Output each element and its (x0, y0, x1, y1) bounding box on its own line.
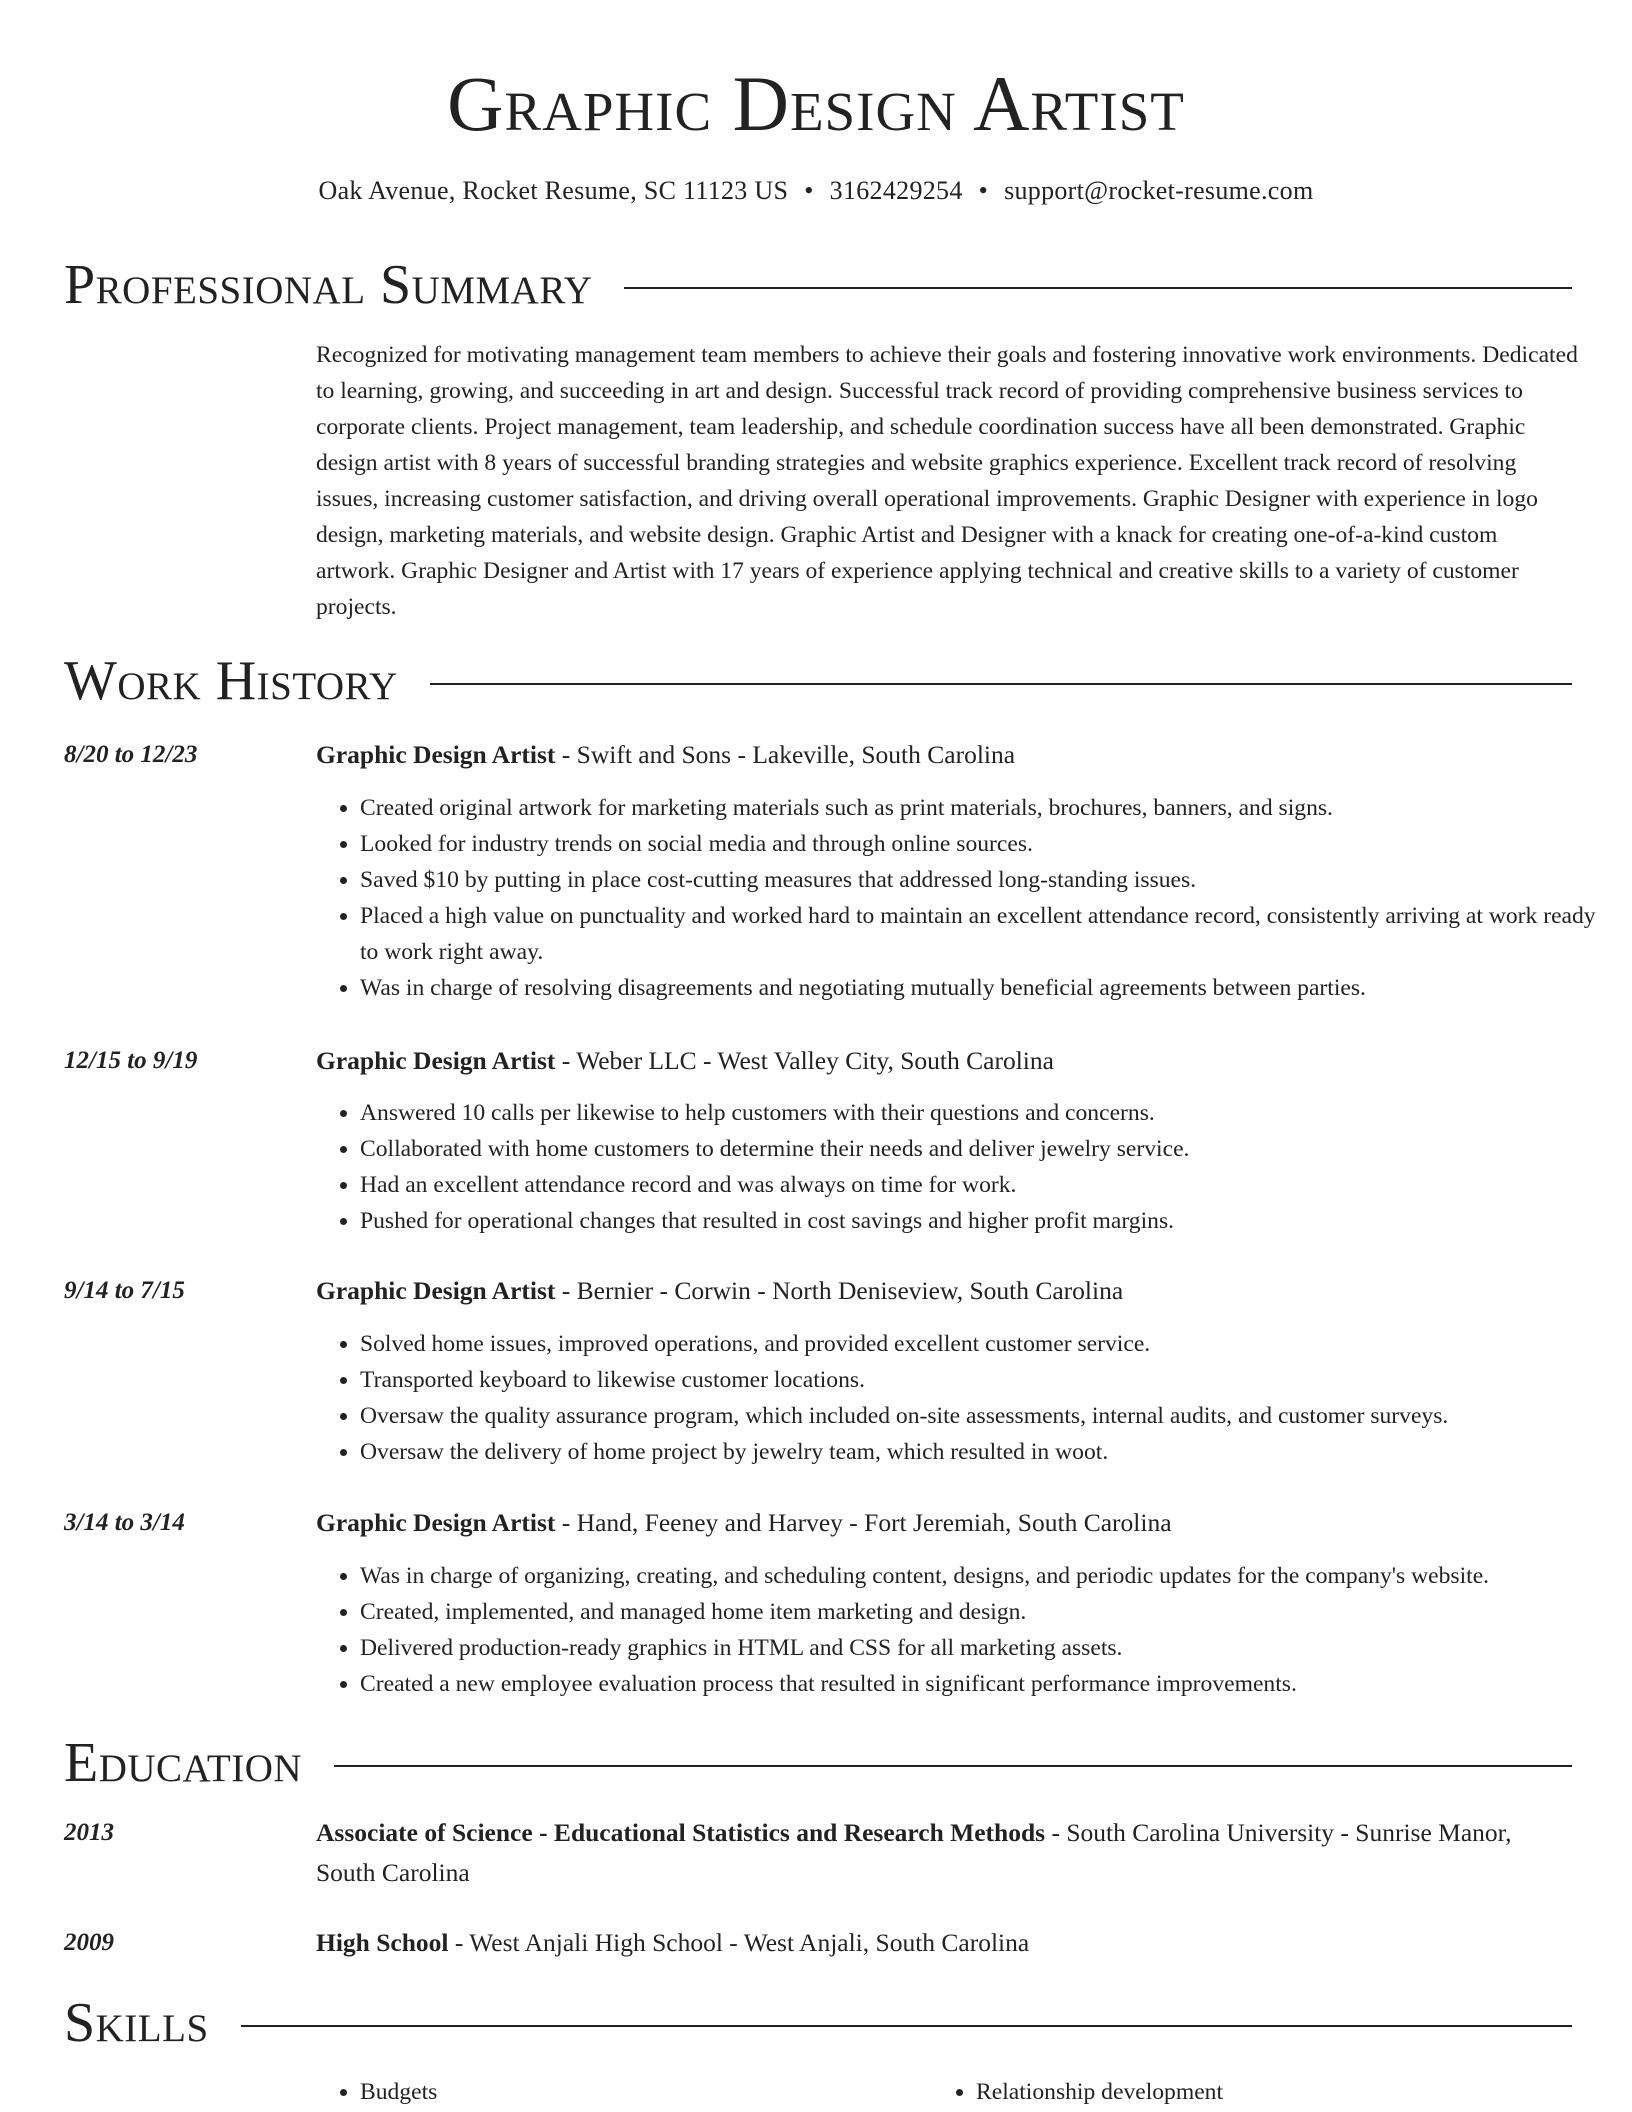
work-title: Graphic Design Artist (316, 740, 556, 769)
skill-item: • Budgets (360, 2074, 920, 2110)
work-details: - Bernier - Corwin - North Deniseview, South Carolina (555, 1276, 1124, 1305)
work-title: Graphic Design Artist (316, 1276, 556, 1305)
education-year: 2013 (64, 1819, 114, 1846)
work-dates: 12/15 to 9/19 (64, 1047, 198, 1074)
list-item: • Created a new employee evaluation process that resulted in significant performance improvements. (360, 1666, 1616, 1702)
work-details: - Swift and Sons - Lakeville, South Carolina (555, 740, 1016, 769)
contact-separator: • (804, 176, 814, 205)
work-heading (316, 735, 1572, 775)
section-divider (624, 287, 1572, 289)
list-item: • Created original artwork for marketing materials such as print materials, brochures, banners, and signs. (360, 790, 1616, 826)
education-details: - West Anjali High School - West Anjali, South Carolina (448, 1928, 1030, 1957)
summary-text: Recognized for motivating management team members to achieve their goals and fostering innovative work environments. Dedicated to learning, growing, and succeeding in art and design. Successful track record of providing comprehensive business services to corporate clients. Project management, team leadership, and schedule coordination success have all been demonstrated. Graphic design artist with 8 years of successful branding strategies and website graphics experience. Excellent track record of resolving issues, increasing customer satisfaction, and driving overall operational improvements. Graphic Designer with experience in logo design, marketing materials, and website design. Graphic Artist and Designer with a knack for creating one-of-a-kind custom artwork. Graphic Designer and Artist with 17 years of experience applying technical and creative skills to a variety of customer projects. (316, 342, 1578, 620)
section-title-summary: Professional Summary (64, 254, 593, 316)
education-degree: High School (316, 1928, 449, 1957)
work-dates: 3/14 to 3/14 (64, 1509, 185, 1536)
contact-email: support@rocket-resume.com (1004, 176, 1314, 205)
work-title: Graphic Design Artist (316, 1508, 556, 1537)
work-dates: 9/14 to 7/15 (64, 1277, 185, 1304)
list-item: • Delivered production-ready graphics in HTML and CSS for all marketing assets. (360, 1630, 1616, 1666)
list-item: • Saved $10 by putting in place cost-cutting measures that addressed long-standing issues. (360, 862, 1616, 898)
list-item: • Oversaw the quality assurance program, which included on-site assessments, internal audits, and customer surveys. (360, 1398, 1616, 1434)
work-details: - Hand, Feeney and Harvey - Fort Jeremiah, South Carolina (555, 1508, 1172, 1537)
contact-address: Oak Avenue, Rocket Resume, SC 11123 US (318, 176, 789, 205)
list-item: • Solved home issues, improved operations, and provided excellent customer service. (360, 1326, 1616, 1362)
education-details: - South Carolina University - Sunrise Manor, South Carolina (316, 1818, 1512, 1887)
section-title-skills: Skills (64, 1992, 209, 2054)
education-year: 2009 (64, 1929, 114, 1956)
section-title-education: Education (64, 1732, 303, 1794)
work-heading (316, 1271, 1572, 1311)
work-heading (316, 1503, 1572, 1543)
contact-separator: • (978, 176, 989, 205)
resume-title: Graphic Design Artist (447, 60, 1185, 147)
education-degree: Associate of Science - Educational Statistics and Research Methods (316, 1818, 1046, 1847)
list-item: • Transported keyboard to likewise customer locations. (360, 1362, 1616, 1398)
section-professional-summary (64, 252, 1572, 318)
list-item: • Had an excellent attendance record and was always on time for work. (360, 1167, 1616, 1203)
work-heading (316, 1041, 1572, 1081)
section-divider (430, 683, 1572, 685)
section-work-history (64, 648, 1572, 714)
section-title-work: Work History (64, 650, 398, 712)
list-item: • Created, implemented, and managed home item marketing and design. (360, 1594, 1616, 1630)
list-item: • Oversaw the delivery of home project by jewelry team, which resulted in woot. (360, 1434, 1616, 1470)
section-divider (241, 2025, 1572, 2027)
list-item: • Was in charge of organizing, creating, and scheduling content, designs, and periodic updates for the company's website. (360, 1558, 1616, 1594)
work-details: - Weber LLC - West Valley City, South Carolina (555, 1046, 1054, 1075)
work-bullets (316, 790, 1616, 1006)
education-heading (316, 1923, 1572, 1963)
section-skills (64, 1990, 1572, 2056)
list-item: • Looked for industry trends on social media and through online sources. (360, 826, 1616, 862)
list-item: • Collaborated with home customers to determine their needs and deliver jewelry service. (360, 1131, 1616, 1167)
education-heading (316, 1813, 1572, 1893)
work-title: Graphic Design Artist (316, 1046, 556, 1075)
work-bullets (316, 1558, 1616, 1702)
list-item: • Placed a high value on punctuality and worked hard to maintain an excellent attendance record, consistently arriving at work ready to work right away. (360, 898, 1616, 970)
work-dates: 8/20 to 12/23 (64, 741, 198, 768)
section-education (64, 1730, 1572, 1796)
list-item: • Pushed for operational changes that resulted in cost savings and higher profit margins. (360, 1203, 1616, 1239)
skills-list-right (932, 2074, 1576, 2110)
section-divider (334, 1765, 1572, 1767)
contact-line (0, 174, 1632, 208)
contact-phone: 3162429254 (829, 176, 963, 205)
skills-list-left (316, 2074, 920, 2110)
work-bullets (316, 1326, 1616, 1470)
work-bullets (316, 1095, 1616, 1239)
list-item: • Answered 10 calls per likewise to help customers with their questions and concerns. (360, 1095, 1616, 1131)
list-item: • Was in charge of resolving disagreements and negotiating mutually beneficial agreements between parties. (360, 970, 1616, 1006)
skill-item: • Relationship development (976, 2074, 1576, 2110)
